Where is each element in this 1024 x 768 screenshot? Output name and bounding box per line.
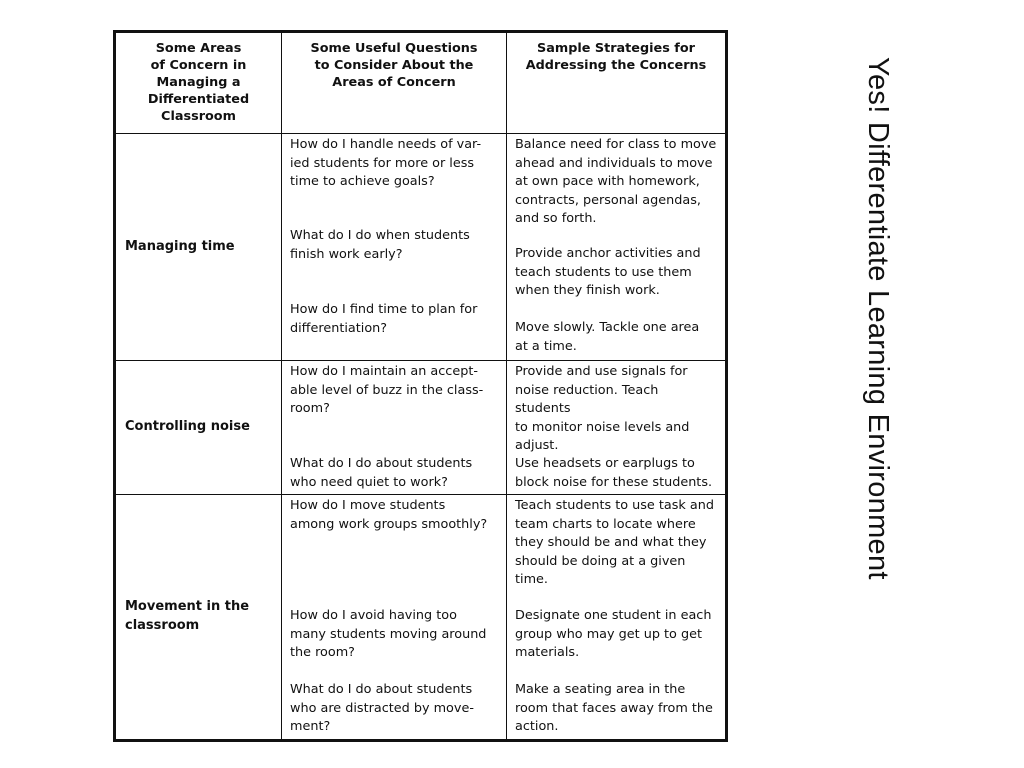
strategy-item: Move slowly. Tackle one area at a time. xyxy=(515,320,700,354)
header-row xyxy=(116,33,726,134)
area-controlling-noise: Controlling noise xyxy=(116,361,282,495)
question-item: How do I move students among work groups smoothly? xyxy=(290,498,488,532)
area-managing-time: Managing time xyxy=(116,134,282,361)
strategies-movement xyxy=(507,495,726,740)
question-item: What do I do about students who are distracted by move- ment? xyxy=(290,682,474,734)
slide-title: Yes! Differentiate Learning Environment xyxy=(862,57,894,580)
strategy-item: Provide and use signals for noise reduction. Teach students to monitor noise levels and adjust. xyxy=(515,364,690,453)
question-item: How do I handle needs of var- ied students for more or less time to achieve goals? xyxy=(290,137,482,189)
question-item: What do I do when students finish work early? xyxy=(290,228,470,262)
questions-managing-time xyxy=(282,134,507,361)
strategy-item: Make a seating area in the room that faces away from the action. xyxy=(515,682,713,734)
question-item: What do I do about students who need quiet to work? xyxy=(290,456,473,490)
questions-movement xyxy=(282,495,507,740)
row-managing-time xyxy=(116,134,726,361)
concerns-table-grid xyxy=(115,32,726,740)
header-areas-of-concern: Some Areas of Concern in Managing a Differentiated Classroom xyxy=(116,33,282,134)
strategies-controlling-noise xyxy=(507,361,726,495)
header-sample-strategies: Sample Strategies for Addressing the Concerns xyxy=(507,33,726,134)
strategy-item: Designate one student in each group who may get up to get materials. xyxy=(515,608,712,660)
question-item: How do I find time to plan for differentiation? xyxy=(290,302,478,336)
row-movement xyxy=(116,495,726,740)
strategy-item: Balance need for class to move ahead and individuals to move at own pace with homework, contracts, personal agendas, and so forth. xyxy=(515,137,717,226)
question-item: How do I avoid having too many students moving around the room? xyxy=(290,608,487,660)
questions-controlling-noise xyxy=(282,361,507,495)
concerns-table xyxy=(113,30,728,742)
strategy-item: Provide anchor activities and teach students to use them when they finish work. xyxy=(515,246,701,298)
strategy-item: Use headsets or earplugs to block noise for these students. xyxy=(515,456,713,490)
question-item: How do I maintain an accept- able level of buzz in the class- room? xyxy=(290,364,484,416)
strategies-managing-time xyxy=(507,134,726,361)
area-movement-in-the-classroom: Movement in the classroom xyxy=(116,495,282,740)
strategy-item: Teach students to use task and team charts to locate where they should be and what they should be doing at a given time. xyxy=(515,498,714,587)
row-controlling-noise xyxy=(116,361,726,495)
header-useful-questions: Some Useful Questions to Consider About the Areas of Concern xyxy=(282,33,507,134)
